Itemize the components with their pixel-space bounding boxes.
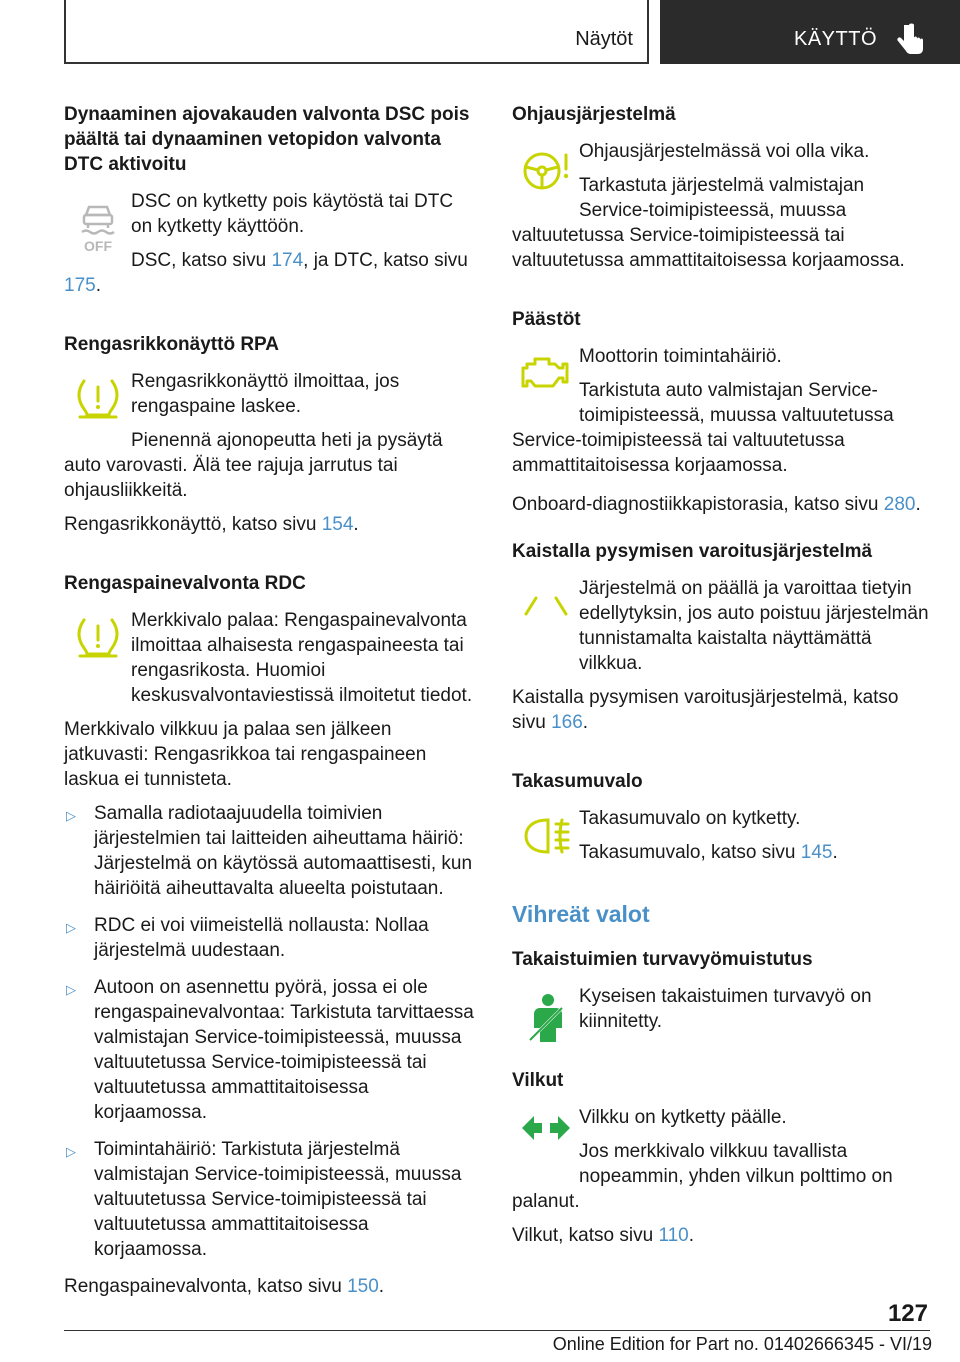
section-rdc	[64, 571, 479, 1299]
emissions-text-1: Moottorin toimintahäiriö.	[579, 346, 782, 367]
section-rpa-title: Rengasrikkonäyttö RPA	[64, 334, 280, 355]
fog-text-1: Takasumuvalo on kytketty.	[579, 808, 801, 829]
turn-text-2: Jos merkkivalo vilkkuu tavallista nopeammin, yhden vilkun polttimo on palanut.	[512, 1141, 893, 1212]
list-item: ▷ Samalla radiotaajuudella toimivien järjestelmien tai laitteiden aiheuttama häiriö: Järjestelmä on käytössä automaattisesti, kun häiriöitä aiheuttavalta alueelta poistutaan.	[66, 803, 473, 899]
list-item: ▷ Autoon on asennettu pyörä, jossa ei ole rengaspainevalvontaa: Tarkistuta tarvittaessa valmistajan Service-toimipisteessä, muussa valtuutetussa Service-toimipisteessä tai valtuutetussa ammattitaitoisessa korjaamossa.	[66, 977, 474, 1123]
rpa-text-3: Rengasrikkonäyttö, katso sivu 154.	[64, 514, 359, 535]
footer-divider	[64, 1330, 930, 1331]
section-turn	[512, 1068, 930, 1248]
tire-pressure-monitor-icon	[74, 616, 122, 660]
link-page-145[interactable]: 145	[800, 842, 833, 863]
green-lights-heading: Vihreät valot	[512, 901, 650, 927]
section-emissions-title: Päästöt	[512, 309, 581, 330]
engine-warning-icon	[519, 352, 573, 392]
emissions-text-3: Onboard-diagnostiikkapistorasia, katso sivu 280.	[512, 494, 921, 515]
turn-text-3: Vilkut, katso sivu 110.	[512, 1225, 695, 1246]
link-page-150[interactable]: 150	[347, 1276, 379, 1297]
section-steering	[512, 102, 930, 273]
fog-text-2: Takasumuvalo, katso sivu 145.	[579, 842, 838, 863]
lane-departure-icon	[520, 584, 572, 624]
svg-text:OFF: OFF	[83, 238, 112, 253]
triangle-bullet-icon: ▷	[66, 982, 76, 997]
rdc-text-3: Rengaspainevalvonta, katso sivu 150.	[64, 1276, 385, 1297]
link-page-174[interactable]: 174	[271, 250, 304, 271]
section-fog	[512, 769, 930, 865]
rdc-text-1: Merkkivalo palaa: Rengaspainevalvonta ilmoittaa alhaisesta rengaspaineesta tai rengasrikosta. Huomioi keskusvalvontaviestissä ilmoitetut tiedot.	[131, 610, 473, 706]
lane-text-2: Kaistalla pysymisen varoitusjärjestelmä, katso sivu 166.	[512, 687, 899, 733]
dsc-off-icon	[78, 197, 118, 253]
section-belt-title: Takaistuimien turvavyömuistutus	[512, 949, 813, 970]
section-lane	[512, 539, 930, 735]
header-chapter-title: KÄYTTÖ	[794, 28, 878, 50]
header-section-title: Näytöt	[575, 28, 633, 50]
tire-pressure-warning-icon	[74, 377, 122, 421]
link-page-175[interactable]: 175	[64, 275, 96, 296]
section-dsc-title: Dynaaminen ajovakauden valvonta DSC pois päältä tai dynaaminen vetopidon valvonta DTC aktivoitu	[64, 104, 470, 175]
section-rpa	[64, 332, 479, 537]
footer-edition: Online Edition for Part no. 01402666345 - VI/19	[552, 1334, 932, 1354]
lane-text-1: Järjestelmä on päällä ja varoittaa tietyin edellytyksin, jos auto poistuu järjestelmän tunnistamalta kaistalta näyttämättä vilkkua.	[579, 578, 929, 674]
link-page-110[interactable]: 110	[658, 1225, 689, 1246]
list-item: ▷ Toimintahäiriö: Tarkistuta järjestelmä valmistajan Service-toimipisteessä, muussa valtuutetussa Service-toimipisteessä tai valtuutetussa ammattitaitoisessa korjaamossa.	[66, 1139, 462, 1260]
belt-text-1: Kyseisen takaistuimen turvavyö on kiinnitetty.	[579, 986, 872, 1032]
turn-text-1: Vilkku on kytketty päälle.	[579, 1107, 787, 1128]
steering-text-2: Tarkastuta järjestelmä valmistajan Service-toimipisteessä, muussa valtuutetussa Service-toimipisteessä tai valtuutetussa ammattitaitoisessa korjaamossa.	[512, 175, 905, 271]
section-emissions	[512, 307, 930, 517]
section-steering-title: Ohjausjärjestelmä	[512, 104, 676, 125]
triangle-bullet-icon: ▷	[66, 808, 76, 823]
seatbelt-icon	[524, 992, 568, 1044]
emissions-text-2: Tarkistuta auto valmistajan Service-toimipisteessä, muussa valtuutetussa Service-toimipisteessä tai valtuutetussa ammattitaitoisessa korjaamossa.	[512, 380, 894, 476]
dsc-text-2: DSC, katso sivu 174, ja DTC, katso sivu 175.	[64, 250, 468, 296]
section-fog-title: Takasumuvalo	[512, 771, 643, 792]
left-column	[64, 102, 479, 1333]
rpa-text-1: Rengasrikkonäyttö ilmoittaa, jos rengaspaine laskee.	[131, 371, 400, 417]
dsc-text-1: DSC on kytketty pois käytöstä tai DTC on kytketty käyttöön.	[131, 191, 454, 237]
link-page-154[interactable]: 154	[321, 514, 354, 535]
rear-fog-light-icon	[520, 814, 572, 858]
section-rdc-title: Rengaspainevalvonta RDC	[64, 573, 306, 594]
section-turn-title: Vilkut	[512, 1070, 564, 1091]
rdc-bullet-list	[64, 801, 479, 1262]
section-lane-title: Kaistalla pysymisen varoitusjärjestelmä	[512, 541, 873, 562]
link-page-280[interactable]: 280	[883, 494, 916, 515]
steering-warning-icon	[520, 147, 572, 191]
triangle-bullet-icon: ▷	[66, 1144, 76, 1159]
link-page-166[interactable]: 166	[551, 712, 583, 733]
page-number: 127	[887, 1300, 928, 1327]
header-chapter-box	[660, 0, 960, 64]
header-section-box	[64, 0, 649, 64]
rdc-text-2: Merkkivalo vilkkuu ja palaa sen jälkeen jatkuvasti: Rengasrikkoa tai rengaspaineen laskua ei tunnisteta.	[64, 719, 427, 790]
section-dsc	[64, 102, 479, 298]
right-column	[512, 102, 930, 1282]
triangle-bullet-icon: ▷	[66, 920, 76, 935]
steering-text-1: Ohjausjärjestelmässä voi olla vika.	[579, 141, 870, 162]
turn-signal-icon	[520, 1113, 572, 1143]
section-belt	[512, 947, 930, 1034]
list-item: ▷ RDC ei voi viimeistellä nollausta: Nollaa järjestelmä uudestaan.	[66, 915, 429, 961]
rpa-text-2: Pienennä ajonopeutta heti ja pysäytä auto varovasti. Älä tee rajuja jarrutus tai ohjausliikkeitä.	[64, 430, 443, 501]
hand-pointer-icon	[896, 22, 926, 56]
